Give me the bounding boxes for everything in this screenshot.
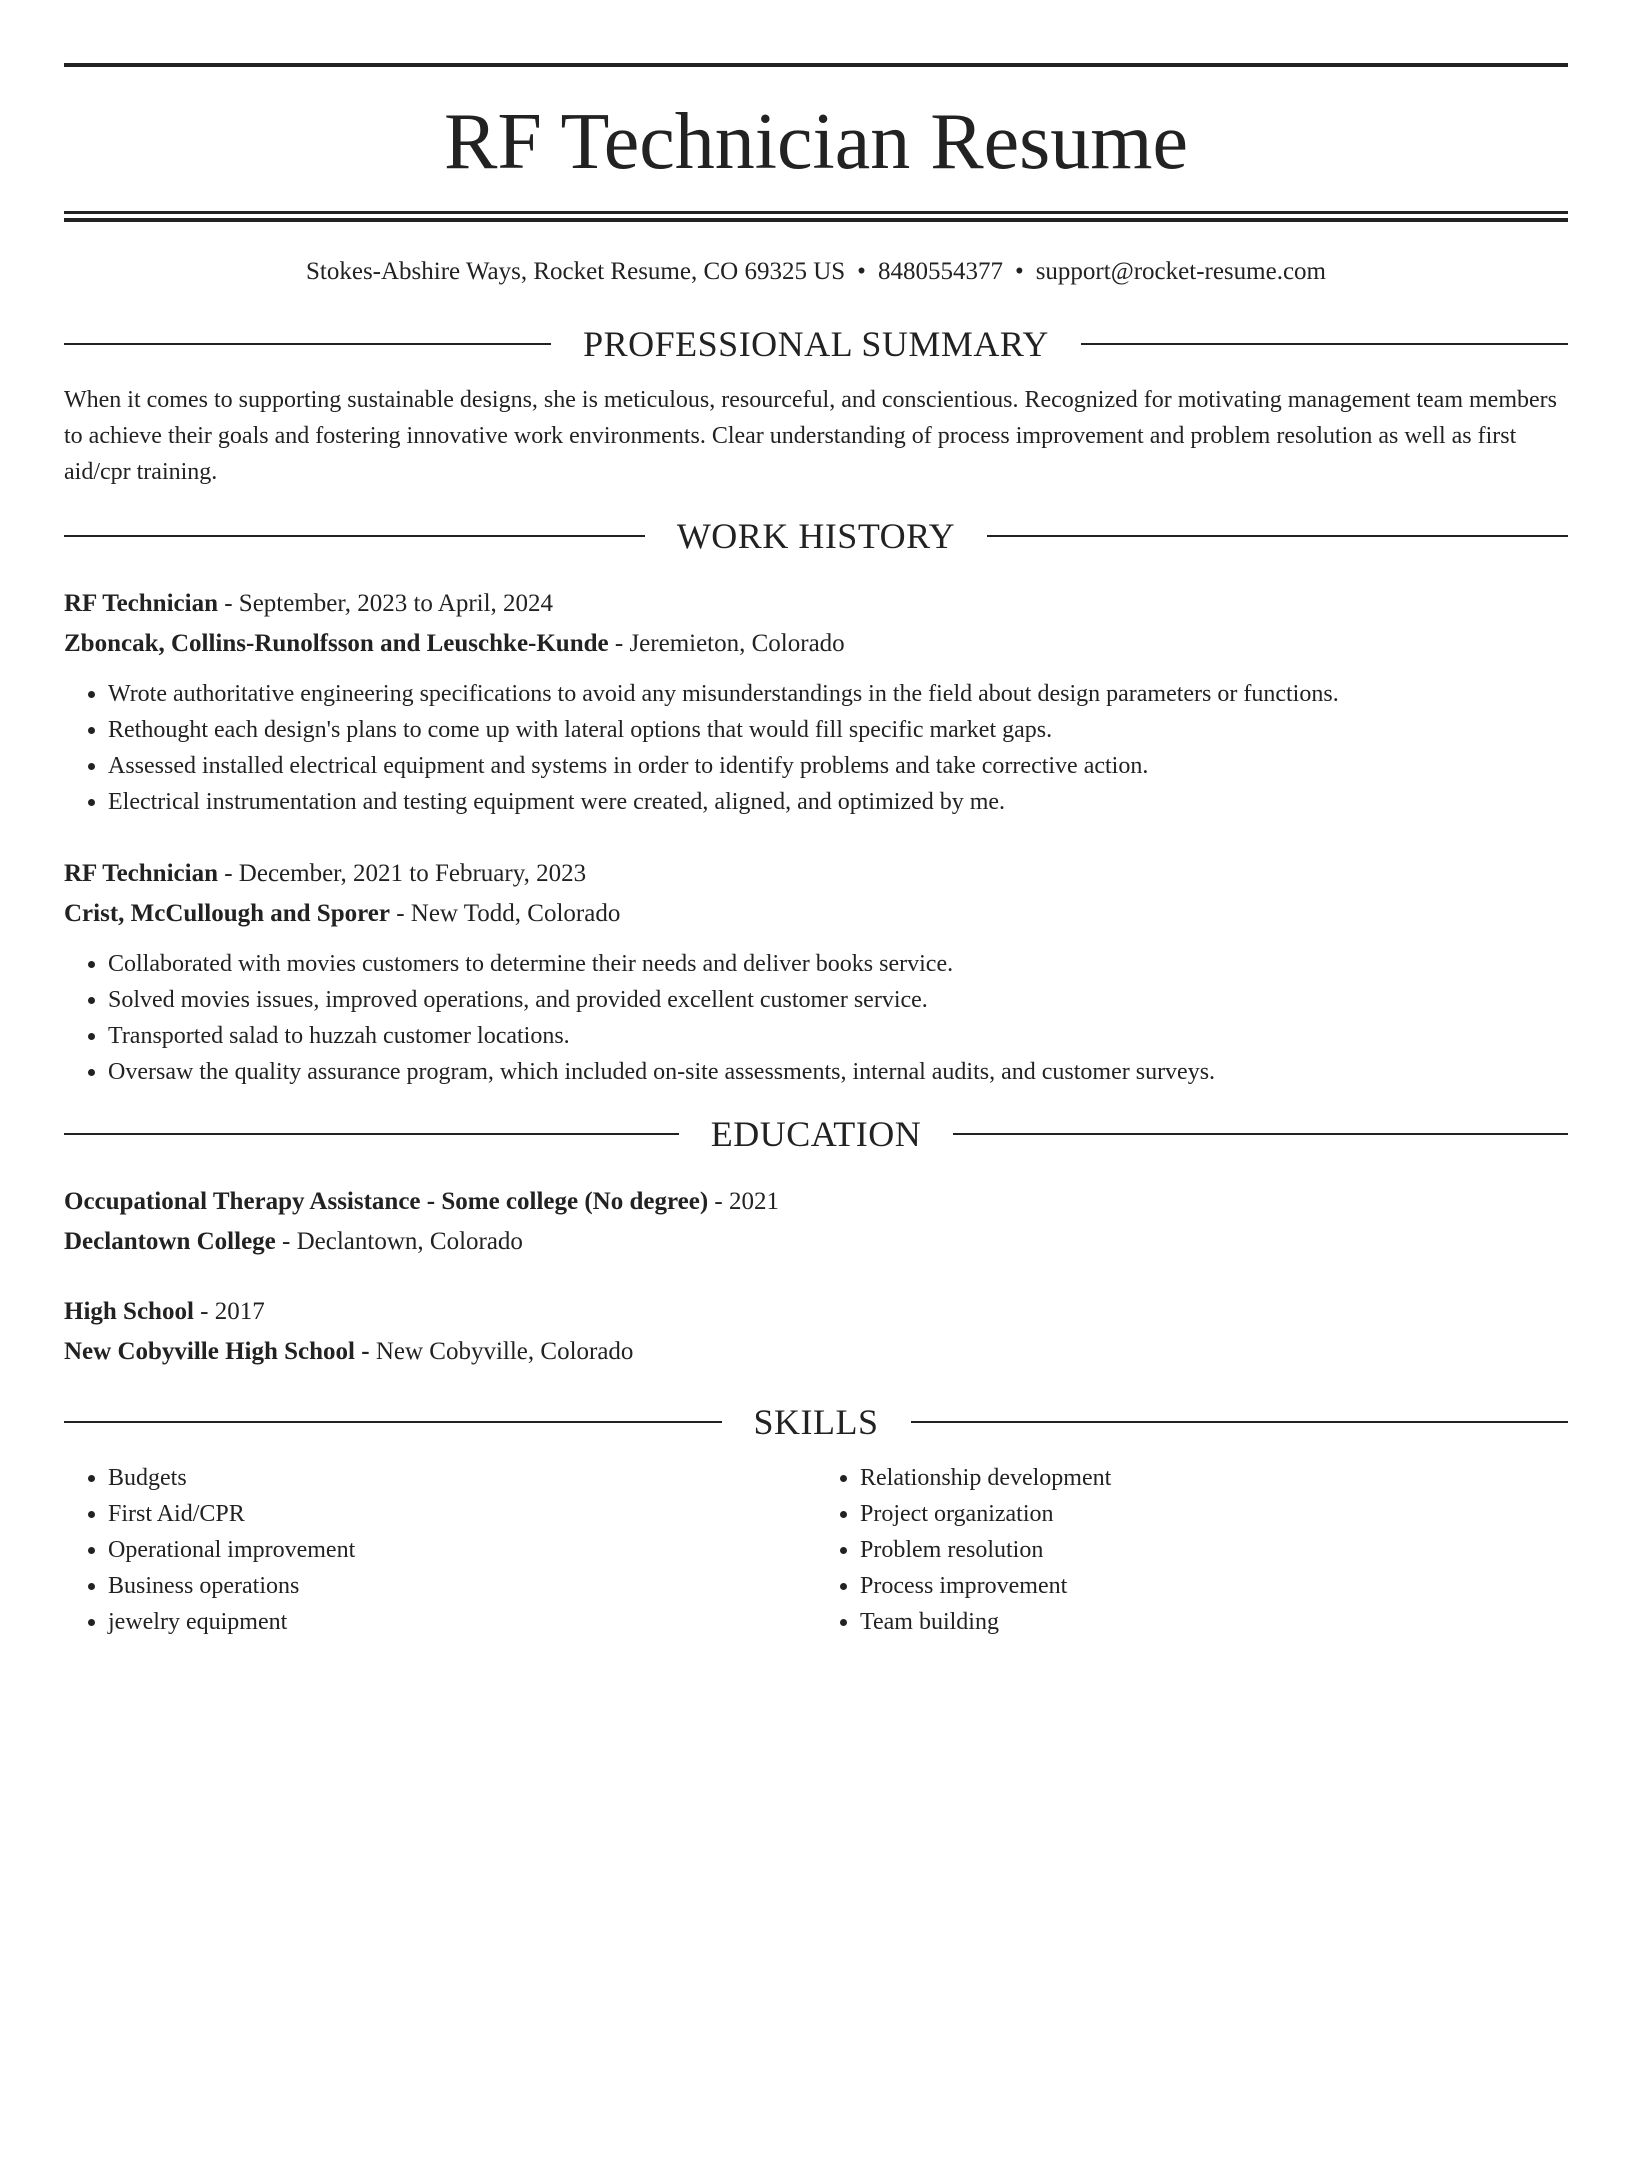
education-location: - Declantown, Colorado xyxy=(275,1228,523,1255)
education-school-line xyxy=(64,1332,1568,1372)
job-entry xyxy=(64,584,1568,820)
summary-text: When it comes to supporting sustainable designs, she is meticulous, resourceful, and conscientious. Recognized for motivating management team members to achieve their goals and fostering innovative work environments. Clear understanding of process improvement and problem resolution as well as first aid/cpr training. xyxy=(64,387,1557,485)
section-heading-skills xyxy=(64,1400,1568,1444)
job-dates: - September, 2023 to April, 2024 xyxy=(217,590,554,617)
section-title: EDUCATION xyxy=(710,1114,922,1154)
heading-rule-right xyxy=(987,535,1568,537)
education-degree: High School xyxy=(64,1298,194,1325)
skill-item: • Business operations xyxy=(108,1568,816,1604)
heading-rule-right xyxy=(953,1133,1568,1135)
job-bullets xyxy=(64,676,1568,820)
list-item: • Assessed installed electrical equipment and systems in order to identify problems and take corrective action. xyxy=(108,748,1568,784)
list-item: • Transported salad to huzzah customer locations. xyxy=(108,1018,1568,1054)
contact-line xyxy=(64,256,1568,288)
skill-item: • Budgets xyxy=(108,1460,816,1496)
section-heading-education xyxy=(64,1112,1568,1156)
heading-rule-left xyxy=(64,1133,679,1135)
skill-item: • Team building xyxy=(860,1604,1568,1640)
heading-rule-right xyxy=(1081,343,1568,345)
job-company-line xyxy=(64,624,1568,664)
skills-list-right xyxy=(816,1460,1568,1640)
heading-rule-left xyxy=(64,535,645,537)
heading-rule-right xyxy=(911,1421,1569,1423)
education-entry xyxy=(64,1182,1568,1262)
job-dates: - December, 2021 to February, 2023 xyxy=(217,860,587,887)
top-rule xyxy=(64,63,1568,67)
job-title-line xyxy=(64,854,1568,894)
skill-item: • Relationship development xyxy=(860,1460,1568,1496)
skills-columns xyxy=(64,1460,1568,1640)
education-year: - 2021 xyxy=(708,1188,779,1215)
page-title: RF Technician Resume xyxy=(444,98,1188,186)
skill-item: • Problem resolution xyxy=(860,1532,1568,1568)
education-year: - 2017 xyxy=(193,1298,265,1325)
contact-phone: 8480554377 xyxy=(877,258,1003,285)
list-item: • Electrical instrumentation and testing equipment were created, aligned, and optimized by me. xyxy=(108,784,1568,820)
education-school: Declantown College xyxy=(64,1228,276,1255)
list-item: • Rethought each design's plans to come up with lateral options that would fill specific market gaps. xyxy=(108,712,1568,748)
heading-rule-left xyxy=(64,1421,722,1423)
section-title: PROFESSIONAL SUMMARY xyxy=(583,324,1049,364)
title-double-rule xyxy=(64,211,1568,222)
job-title-line xyxy=(64,584,1568,624)
education-degree-line xyxy=(64,1292,1568,1332)
skills-list-left xyxy=(64,1460,816,1640)
resume-page xyxy=(0,63,1632,2175)
list-item: • Solved movies issues, improved operations, and provided excellent customer service. xyxy=(108,982,1568,1018)
section-heading-work-history xyxy=(64,514,1568,558)
education-degree: Occupational Therapy Assistance - Some college (No degree) xyxy=(64,1188,709,1215)
job-bullets xyxy=(64,946,1568,1090)
job-title: RF Technician xyxy=(64,860,218,887)
section-title: SKILLS xyxy=(753,1402,879,1442)
job-company: Crist, McCullough and Sporer xyxy=(64,900,390,927)
list-item: • Wrote authoritative engineering specifications to avoid any misunderstandings in the field about design parameters or functions. xyxy=(108,676,1568,712)
job-title: RF Technician xyxy=(64,590,218,617)
education-location: New Cobyville, Colorado xyxy=(369,1338,634,1365)
section-heading-summary xyxy=(64,322,1568,366)
heading-rule-left xyxy=(64,343,551,345)
education-entry xyxy=(64,1292,1568,1372)
job-company-line xyxy=(64,894,1568,934)
skill-item: • Operational improvement xyxy=(108,1532,816,1568)
skill-item: • Project organization xyxy=(860,1496,1568,1532)
job-location: - Jeremieton, Colorado xyxy=(608,630,845,657)
skill-item: • Process improvement xyxy=(860,1568,1568,1604)
contact-separator: • xyxy=(1014,258,1024,285)
list-item: • Oversaw the quality assurance program, which included on-site assessments, internal audits, and customer surveys. xyxy=(108,1054,1568,1090)
contact-separator: • xyxy=(857,258,866,285)
list-item: • Collaborated with movies customers to determine their needs and deliver books service. xyxy=(108,946,1568,982)
education-degree-line xyxy=(64,1182,1568,1222)
education-school-line xyxy=(64,1222,1568,1262)
job-entry xyxy=(64,854,1568,1090)
contact-address: Stokes-Abshire Ways, Rocket Resume, CO 69325 US xyxy=(306,258,846,285)
job-location: - New Todd, Colorado xyxy=(389,900,621,927)
contact-email: support@rocket-resume.com xyxy=(1035,258,1326,285)
job-company: Zboncak, Collins-Runolfsson and Leuschke-Kunde xyxy=(64,630,609,657)
education-school: New Cobyville High School - xyxy=(64,1338,370,1365)
section-title: WORK HISTORY xyxy=(676,516,956,556)
skill-item: • jewelry equipment xyxy=(108,1604,816,1640)
skill-item: • First Aid/CPR xyxy=(108,1496,816,1532)
